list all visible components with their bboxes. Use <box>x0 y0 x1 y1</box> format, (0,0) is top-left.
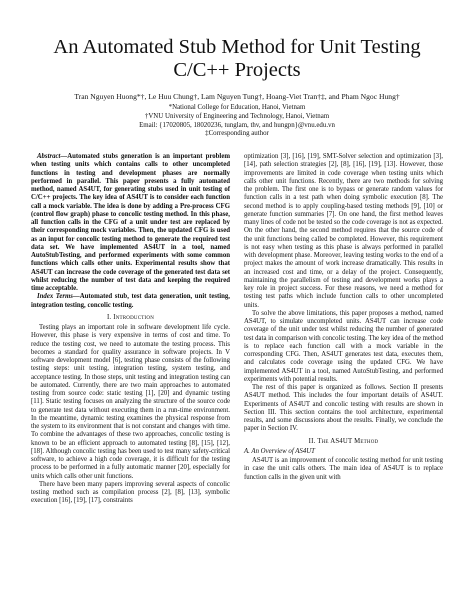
affiliation-email: Email: {17020805, 18020236, tunglam, thv, and hungpn}@vnu.edu.vn <box>139 121 335 129</box>
index-terms-text: —Automated stub, test data generation, unit testing, integration testing, concolic testing. <box>31 293 231 309</box>
intro-paragraph-1: Testing plays an important role in software development life cycle. However, this phase is very expensive in terms of cost and time. To reduce the testing cost, we need to automate the testing process. This becomes a standard for quality assurance in software projects. In V software development model [6], testing phase consists of the following testing steps: unit testing, integration testing, system testing, and acceptance testing. In those steps, unit testing and integration testing can be automated. Currently, there are two main approaches to automated testing from source code: static testing [1], [20] and dynamic testing [11]. Static testing focuses on analyzing the structure of the source code to generate test data without executing them in a run-time environment. In the meantime, dynamic testing examines the physical response from the system to its environment that is not constant and changes with time. To combine the advantages of these two approaches, concolic testing is known to be an efficient approach to automated testing [8], [15], [12], [18]. Although concolic testing has been used to test many safety-critical software, to achieve a high code coverage, it is difficult for the testing process to be performed in a fully automatic manner [20], especially for units which calls other unit functions. <box>31 324 230 480</box>
subsection-heading-overview: A. An Overview of AS4UT <box>244 447 315 455</box>
corresponding-author-note: ‡Corresponding author <box>205 130 269 138</box>
two-column-body <box>31 153 443 506</box>
intro-paragraph-4: The rest of this paper is organized as follows. Section II presents AS4UT method. This includes the four important details of AS4UT. Experiments of AS4UT and concolic testing with results are shown in Section III. This section contains the tool architecture, experimental results, and some discussions about the results. Finally, we conclude the paper in Section IV. <box>244 384 443 433</box>
intro-paragraph-3: To solve the above limitations, this paper proposes a method, named AS4UT, to simulate uncompleted units. AS4UT can increase code coverage of the unit under test whilst reducing the number of generated test data in comparison with concolic testing. The key idea of the method is to replace each function call with a mock variable in the corresponding CFG. Then, AS4UT generates test data, executes them, and calculates code coverage using the updated CFG. We have implemented AS4UT in a tool, named AutoStubTesting, and performed experiments with potential results. <box>244 309 444 383</box>
intro-paragraph-2: There have been many papers improving several aspects of concolic testing method such as compilation process [2], [8], [13], symbolic execution [16], [19], [17], constraints <box>31 480 230 505</box>
index-terms-label: Index Terms <box>37 293 73 301</box>
section-heading-method: II. The AS4UT Method <box>308 437 379 445</box>
abstract-text: —Automated stubs generation is an important problem when testing units which contains calls to other uncompleted functions in testing and development phases are normally performed in parallel. This paper presents a fully automated method, named AS4UT, for generating stubs used in unit testing of C/C++ projects. The key idea of AS4UT is to consider each function call a mock variable. The idea is done by adding a Pre-process CFG (control flow graph) phase to concolic testing method. In this phase, all function calls in the CFG of a unit under test are replaced by their corresponding mock variables. Then, the updated CFG is used as an input for concolic testing method to generate the required test data set. We have implemented AS4UT in a tool, named AutoStubTesting, and performed experiments with some common functions which calls other units. Experimental results show that AS4UT can increase the code coverage of the generated test data set whilst reducing the number of test data and keeping the required time acceptable. <box>31 153 230 293</box>
index-terms <box>31 293 230 310</box>
affiliation-1: *National College for Education, Hanoi, Vietnam <box>168 104 306 111</box>
left-column <box>31 153 230 506</box>
intro-paragraph-2-continued: optimization [3], [16], [19], SMT-Solver selection and optimization [3], [14], path selection strategies [2], [8], [16], [19], [13]. However, those improvements are limited in code coverage when testing units which calls other unit functions. Recently, there are two methods for solving the problem. The first one is to bypass or generate random values for function calls in a test path when doing symbolic execution [8]. The second method is to apply coupling-based testing methods [9], [10] or generate function summaries [7]. On one hand, the first method leaves many lines of code not be tested so the code coverage is not as expected. On the other hand, the second method requires that the source code of the unit functions being called be completed. However, this requirement is not easy when testing as this phase is always performed in parallel with development phase. Moreover, leaving testing works to the end of a project makes the amount of work increase dramatically. This results in an increased cost and time, or a delay of the project. Consequently, maintaining the parallelism of testing and development works plays a key role in project success. For these reasons, we need a method for testing test paths which include function calls to other uncompleted units. <box>244 153 443 309</box>
overview-paragraph-1: AS4UT is an improvement of concolic testing method for unit testing in case the unit calls others. The main idea of AS4UT is to replace function calls in the given unit with <box>244 457 443 481</box>
paper-authors: Tran Nguyen Huong*†, Le Huu Chung†, Lam Nguyen Tung†, Hoang-Viet Tran†‡, and Pham Ngoc Hung† <box>74 92 400 101</box>
abstract-label: Abstract <box>37 153 61 161</box>
section-heading-introduction: I. Introduction <box>106 313 155 321</box>
abstract <box>31 153 230 293</box>
affiliation-2: †VNU University of Engineering and Technology, Hanoi, Vietnam <box>144 112 330 120</box>
right-column <box>244 153 443 506</box>
paper-title: An Automated Stub Method for Unit Testing C/C++ Projects <box>53 36 421 81</box>
